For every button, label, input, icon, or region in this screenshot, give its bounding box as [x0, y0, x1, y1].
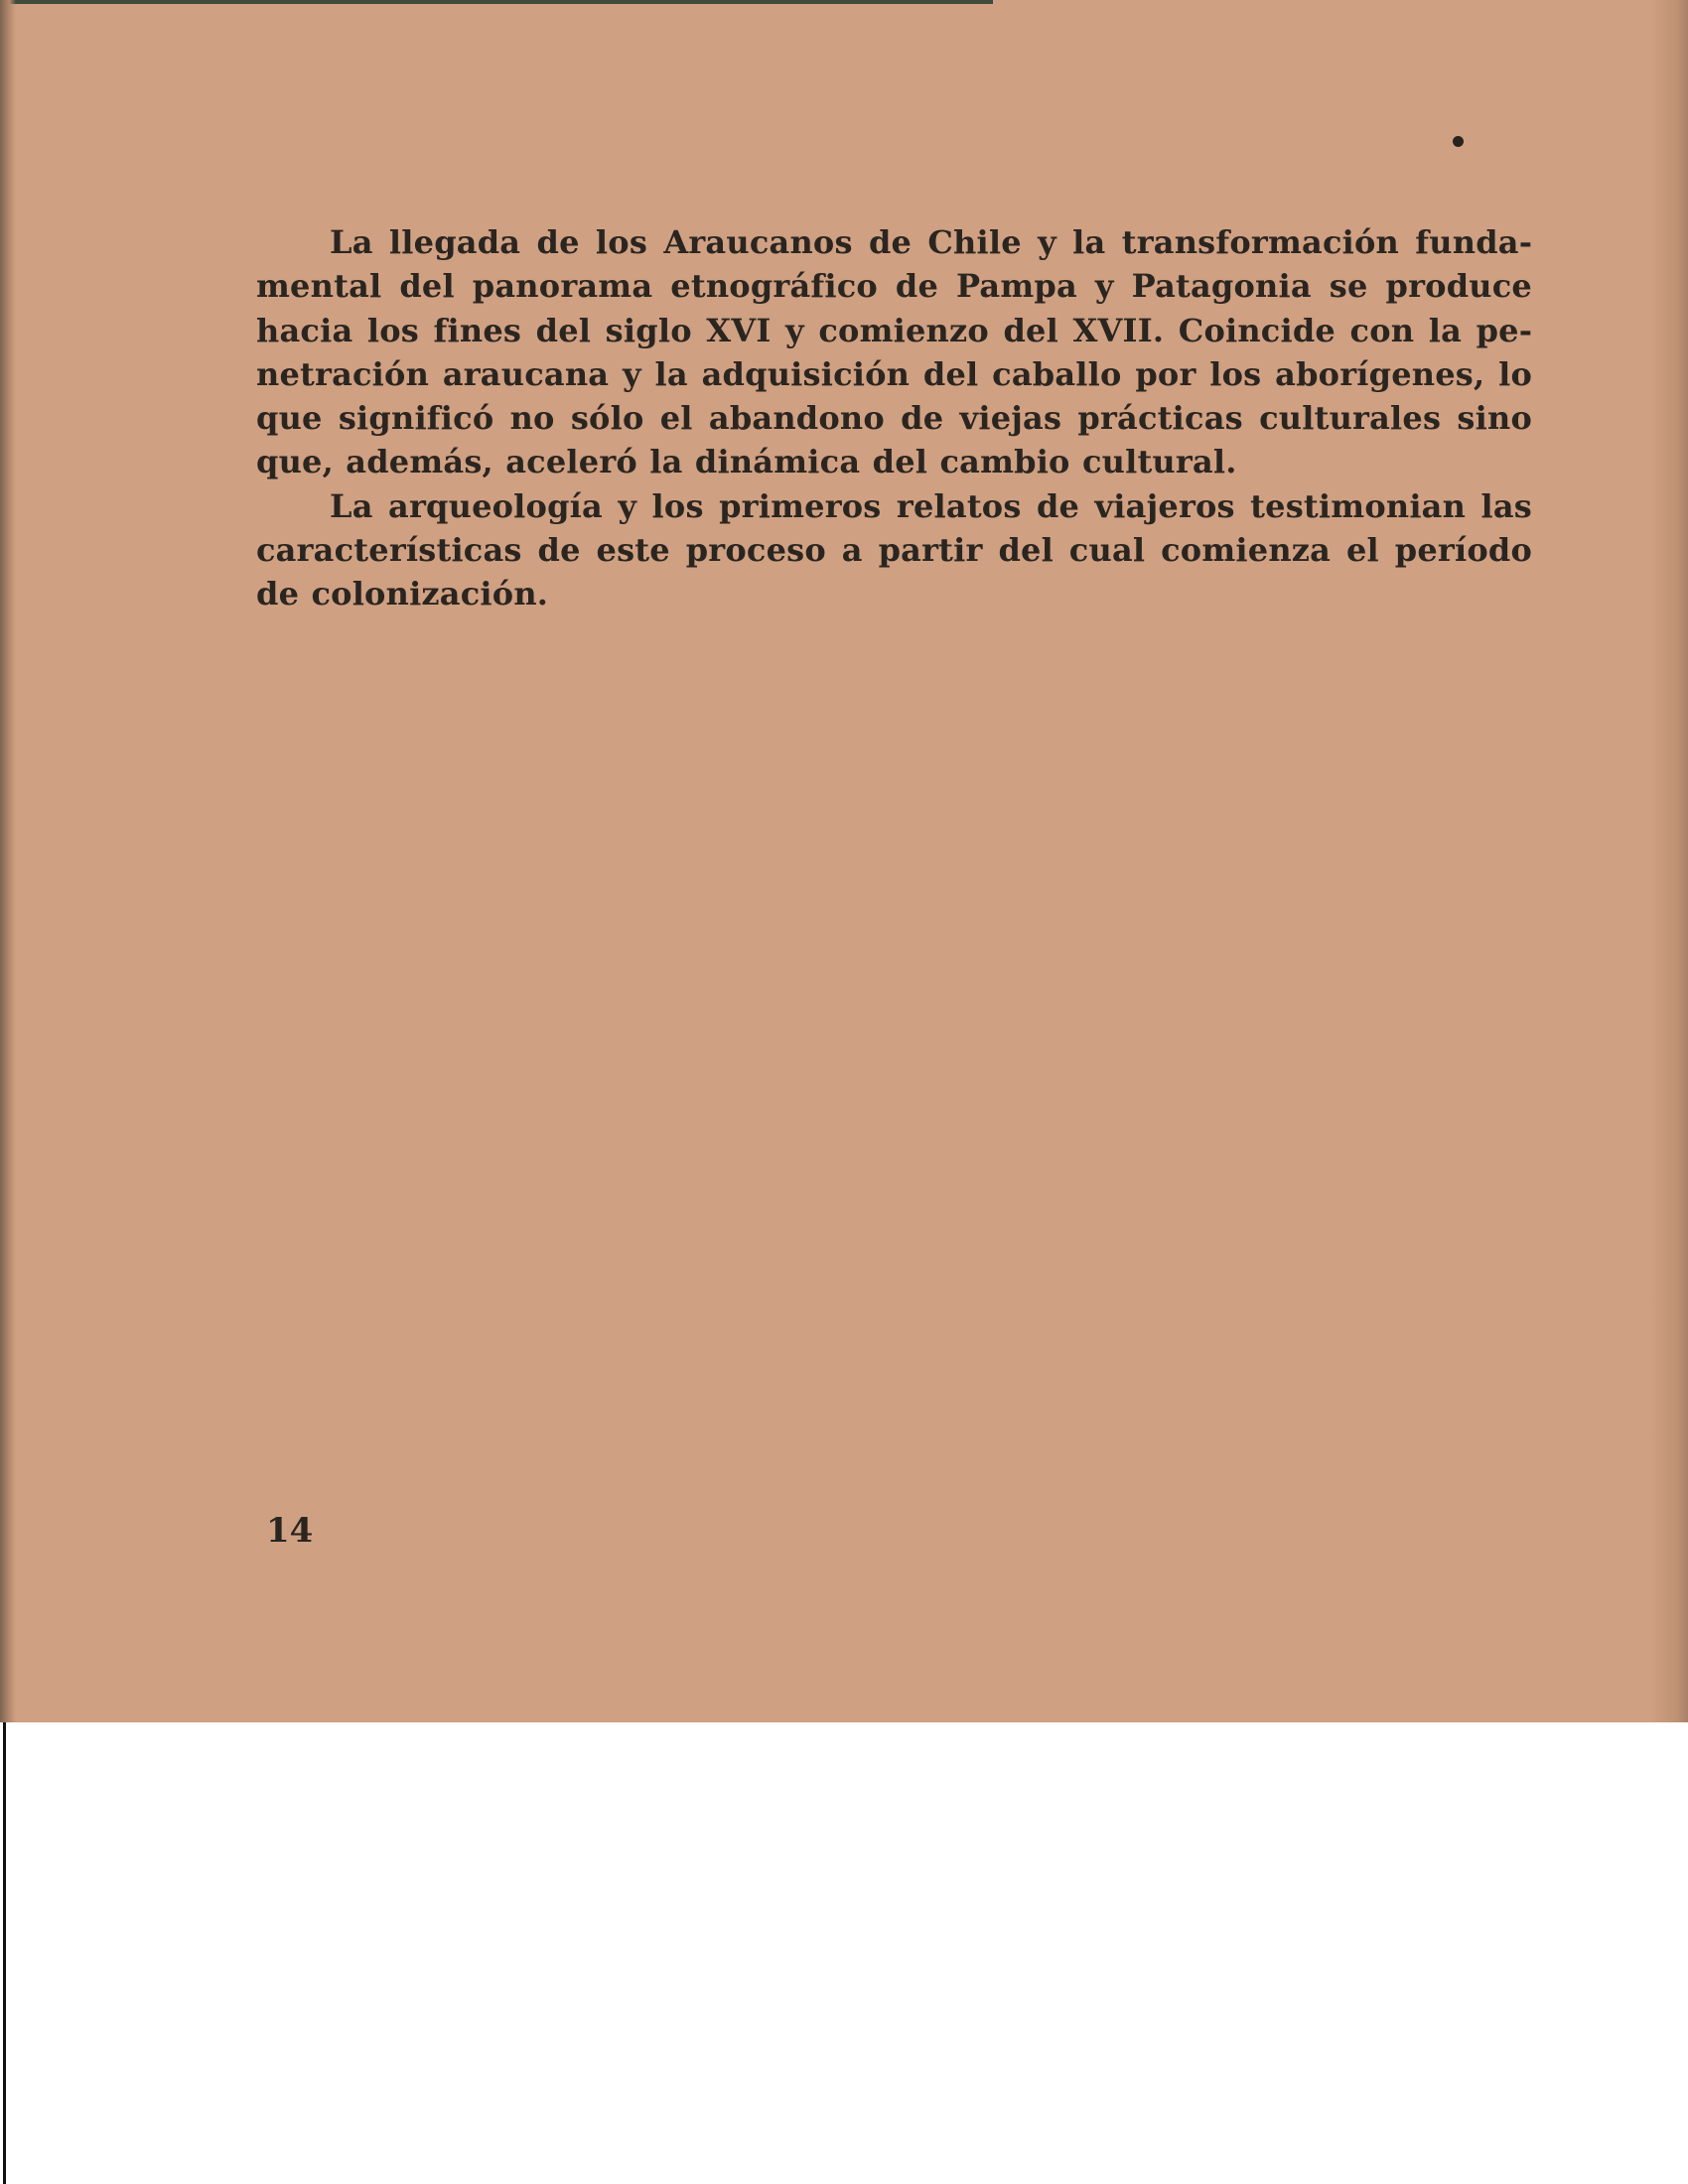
page-number: 14: [266, 1511, 314, 1551]
body-text: [256, 220, 1532, 616]
binding-shadow: [0, 0, 16, 1722]
scan-edge-line: [3, 1722, 6, 2184]
ink-dot: [1453, 136, 1464, 147]
paragraph-2: La arqueología y los primeros relatos de viajeros testimonian las características de este proceso a partir del cual comienza el período de colonización.: [256, 486, 1532, 614]
page-top-edge: [0, 0, 993, 4]
paragraph-1: La llegada de los Araucanos de Chile y la transformación fundamental del panorama etnográfico de Pampa y Patagonia se produce hacia los fines del siglo XVI y comienzo del XVII. Coincide con la penetración araucana y la adquisición del caballo por los aborígenes, lo que significó no sólo el abandono de viejas prácticas culturales sino que, además, aceleró la dinámica del cambio cultural.: [256, 223, 1532, 481]
page-right-edge: [1650, 0, 1688, 1722]
